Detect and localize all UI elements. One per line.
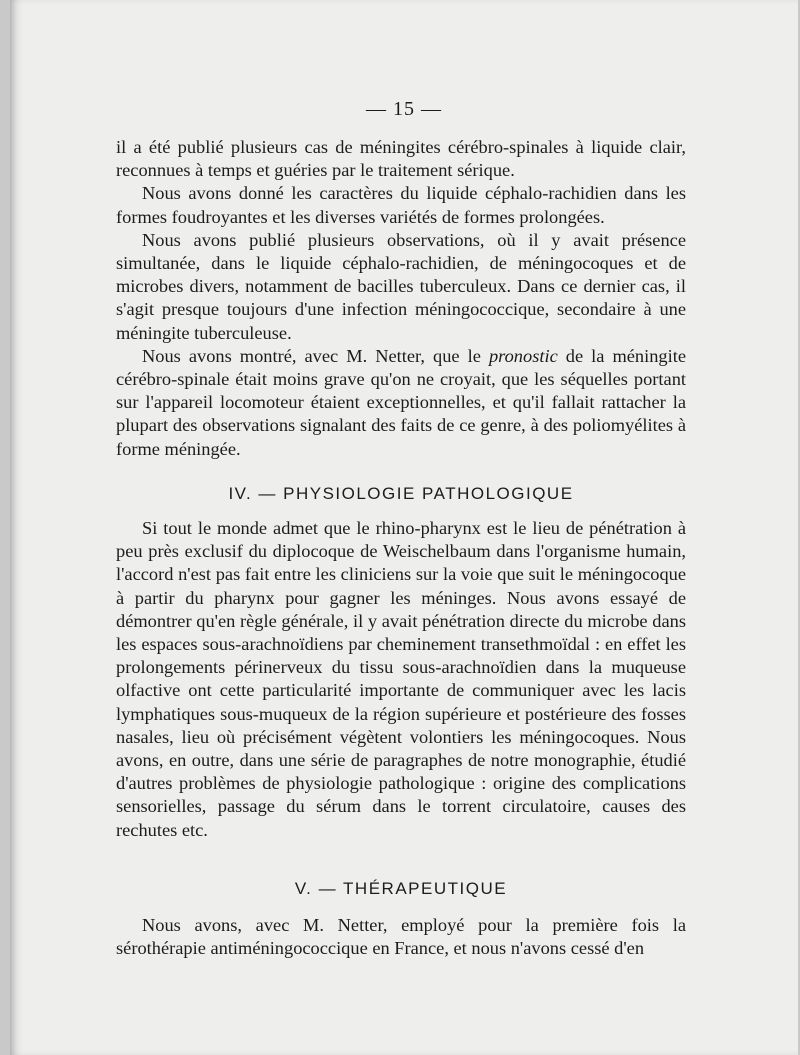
paragraph: il a été publié plusieurs cas de méningites cérébro-spinales à liquide clair, reconnues à temps et guéries par le traitement sérique.: [116, 137, 686, 181]
document-page: [10, 0, 798, 1055]
paragraph: Nous avons, avec M. Netter, employé pour la première fois la sérothérapie antiméningococcique en France, et nous n'avons cessé d'en: [116, 915, 686, 959]
paragraph: Nous avons donné les caractères du liquide céphalo-rachidien dans les formes foudroyantes et les diverses variétés de formes prolongées.: [116, 183, 686, 227]
physiologie-text-block: [116, 517, 686, 842]
section-heading-therapeutique: V. — THÉRAPEUTIQUE: [294, 879, 508, 898]
intro-text-block: [116, 136, 686, 461]
paragraph: Nous avons publié plusieurs observations, où il y avait présence simultanée, dans le liquide céphalo-rachidien, de méningocoques et de microbes divers, notamment de bacilles tuberculeux. Dans ce dernier cas, il s'agit presque toujours d'une infection méningococcique, secondaire à une méningite tuberculeuse.: [116, 229, 686, 343]
paragraph-text: de la méningite cérébro-spinale était moins grave qu'on ne croyait, que les séquelles portant sur l'appareil locomoteur étaient exceptionnelles, et qu'il fallait rattacher la plupart des observations signalant des faits de ce genre, à des poliomyélites à forme méningée.: [116, 345, 686, 459]
therapeutique-text-block: [116, 914, 686, 960]
section-heading-physiologie: IV. — PHYSIOLOGIE PATHOLOGIQUE: [228, 484, 574, 503]
paragraph: Si tout le monde admet que le rhino-pharynx est le lieu de pénétration à peu près exclusif du diplocoque de Weischelbaum dans l'organisme humain, l'accord n'est pas fait entre les cliniciens sur la voie que suit le méningocoque à partir du pharynx pour gagner les méninges. Nous avons essayé de démontrer qu'en règle générale, il y avait pénétration directe du microbe dans les espaces sous-arachnoïdiens par cheminement transethmoïdal : en effet les prolongements périnerveux du tissu sous-arachnoïdien dans la muqueuse olfactive ont cette particularité importante de communiquer avec les lacis lymphatiques sous-muqueux de la région supérieure et postérieure des fosses nasales, lieu où précisément végètent volontiers les méningocoques. Nous avons, en outre, dans une série de paragraphes de notre monographie, étudié d'autres problèmes de physiologie pathologique : origine des complications sensorielles, passage du sérum dans le torrent circulatoire, causes des rechutes etc.: [116, 518, 686, 840]
page-number: — 15 —: [366, 98, 442, 120]
paragraph-text: Nous avons montré, avec M. Netter, que le: [142, 345, 489, 366]
pronostic-paragraph: [116, 345, 686, 461]
italic-term: pronostic: [488, 345, 558, 366]
